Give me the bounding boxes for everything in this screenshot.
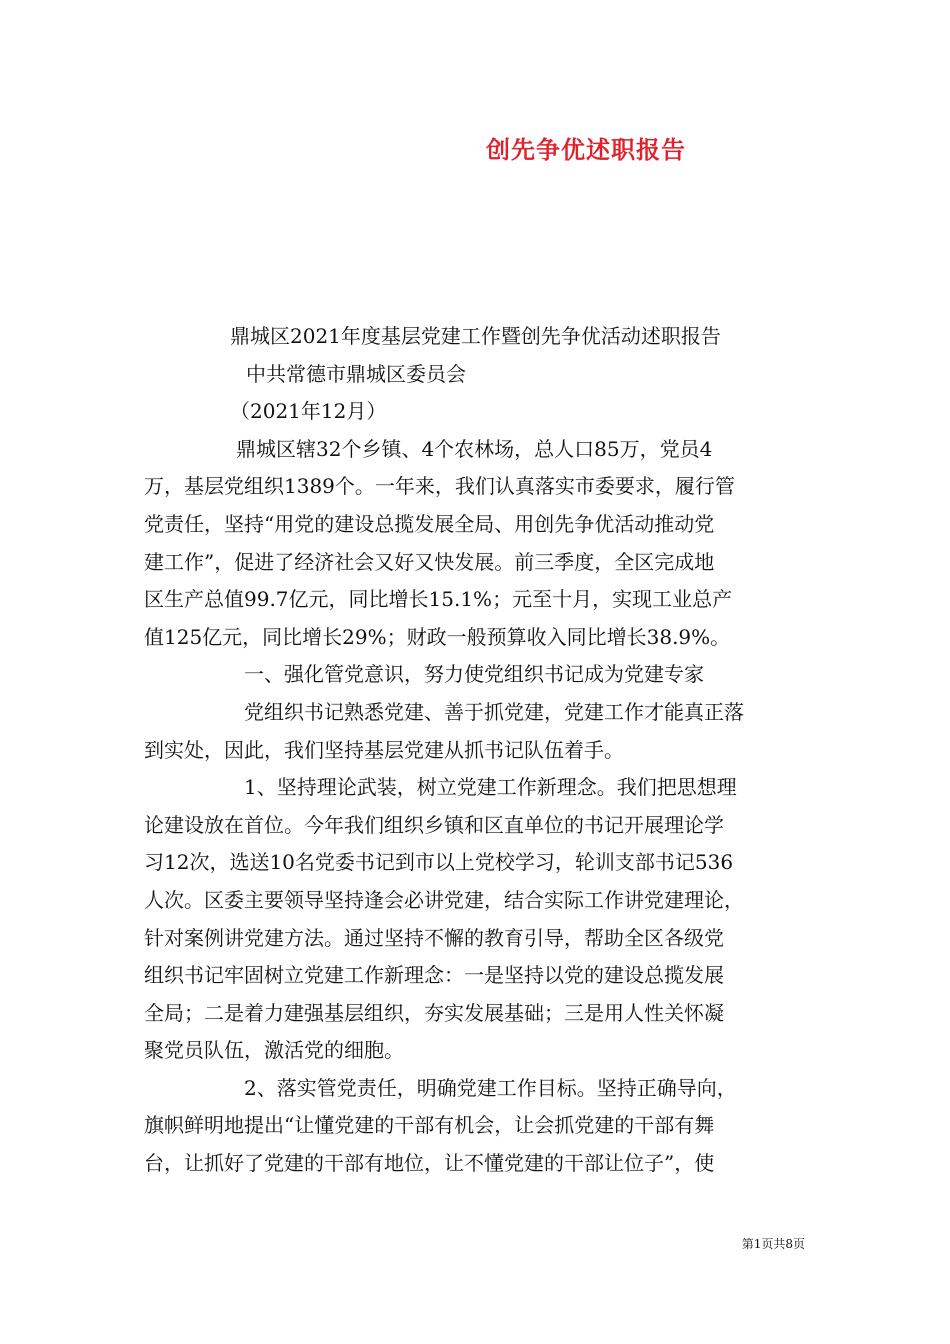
paragraph-line: 鼎城区辖32个乡镇、4个农林场，总人口85万，党员4 (236, 436, 713, 461)
paragraph-line: 针对案例讲党建方法。通过坚持不懈的教育引导，帮助全区各级党 (144, 925, 724, 950)
paragraph-line: 2、落实管党责任，明确党建工作目标。坚持正确导向， (244, 1075, 737, 1100)
paragraph-line: 聚党员队伍，激活党的细胞。 (144, 1038, 404, 1063)
paragraph-line: （2021年12月） (230, 399, 387, 424)
paragraph-line: 人次。区委主要领导坚持逢会必讲党建，结合实际工作讲党建理论， (144, 887, 744, 912)
paragraph-line: 到实处，因此，我们坚持基层党建从抓书记队伍着手。 (144, 737, 624, 762)
paragraph-line: 中共常德市鼎城区委员会 (246, 361, 466, 386)
paragraph-line: 党组织书记熟悉党建、善于抓党建，党建工作才能真正落 (244, 699, 744, 724)
document-title: 创先争优述职报告 (486, 135, 686, 164)
paragraph-line: 习12次，选送10名党委书记到市以上党校学习，轮训支部书记536 (144, 850, 734, 875)
paragraph-line: 党责任，坚持“用党的建设总揽发展全局、用创先争优活动推动党 (144, 511, 715, 536)
paragraph-line: 论建设放在首位。今年我们组织乡镇和区直单位的书记开展理论学 (144, 812, 724, 837)
paragraph-line: 组织书记牢固树立党建工作新理念：一是坚持以党的建设总揽发展 (144, 963, 724, 988)
paragraph-line: 台，让抓好了党建的干部有地位，让不懂党建的干部让位子”，使 (144, 1151, 715, 1176)
paragraph-line: 值125亿元，同比增长29%；财政一般预算收入同比增长38.9%。 (144, 624, 731, 649)
paragraph-line: 全局；二是着力建强基层组织，夯实发展基础；三是用人性关怀凝 (144, 1000, 724, 1025)
paragraph-line: 区生产总值99.7亿元，同比增长15.1%；元至十月，实现工业总产 (144, 587, 733, 612)
paragraph-line: 1、坚持理论武装，树立党建工作新理念。我们把思想理 (244, 775, 737, 800)
paragraph-line: 旗帜鲜明地提出“让懂党建的干部有机会，让会抓党建的干部有舞 (144, 1113, 715, 1138)
page-number: 第1页共8页 (741, 1237, 805, 1251)
paragraph-line: 万，基层党组织1389个。一年来，我们认真落实市委要求，履行管 (144, 474, 735, 499)
paragraph-line: 鼎城区2021年度基层党建工作暨创先争优活动述职报告 (230, 324, 721, 348)
paragraph-line: 一、强化管党意识，努力使党组织书记成为党建专家 (244, 662, 704, 687)
paragraph-line: 建工作”，促进了经济社会又好又快发展。前三季度，全区完成地 (144, 549, 715, 574)
document-body (144, 318, 824, 1183)
